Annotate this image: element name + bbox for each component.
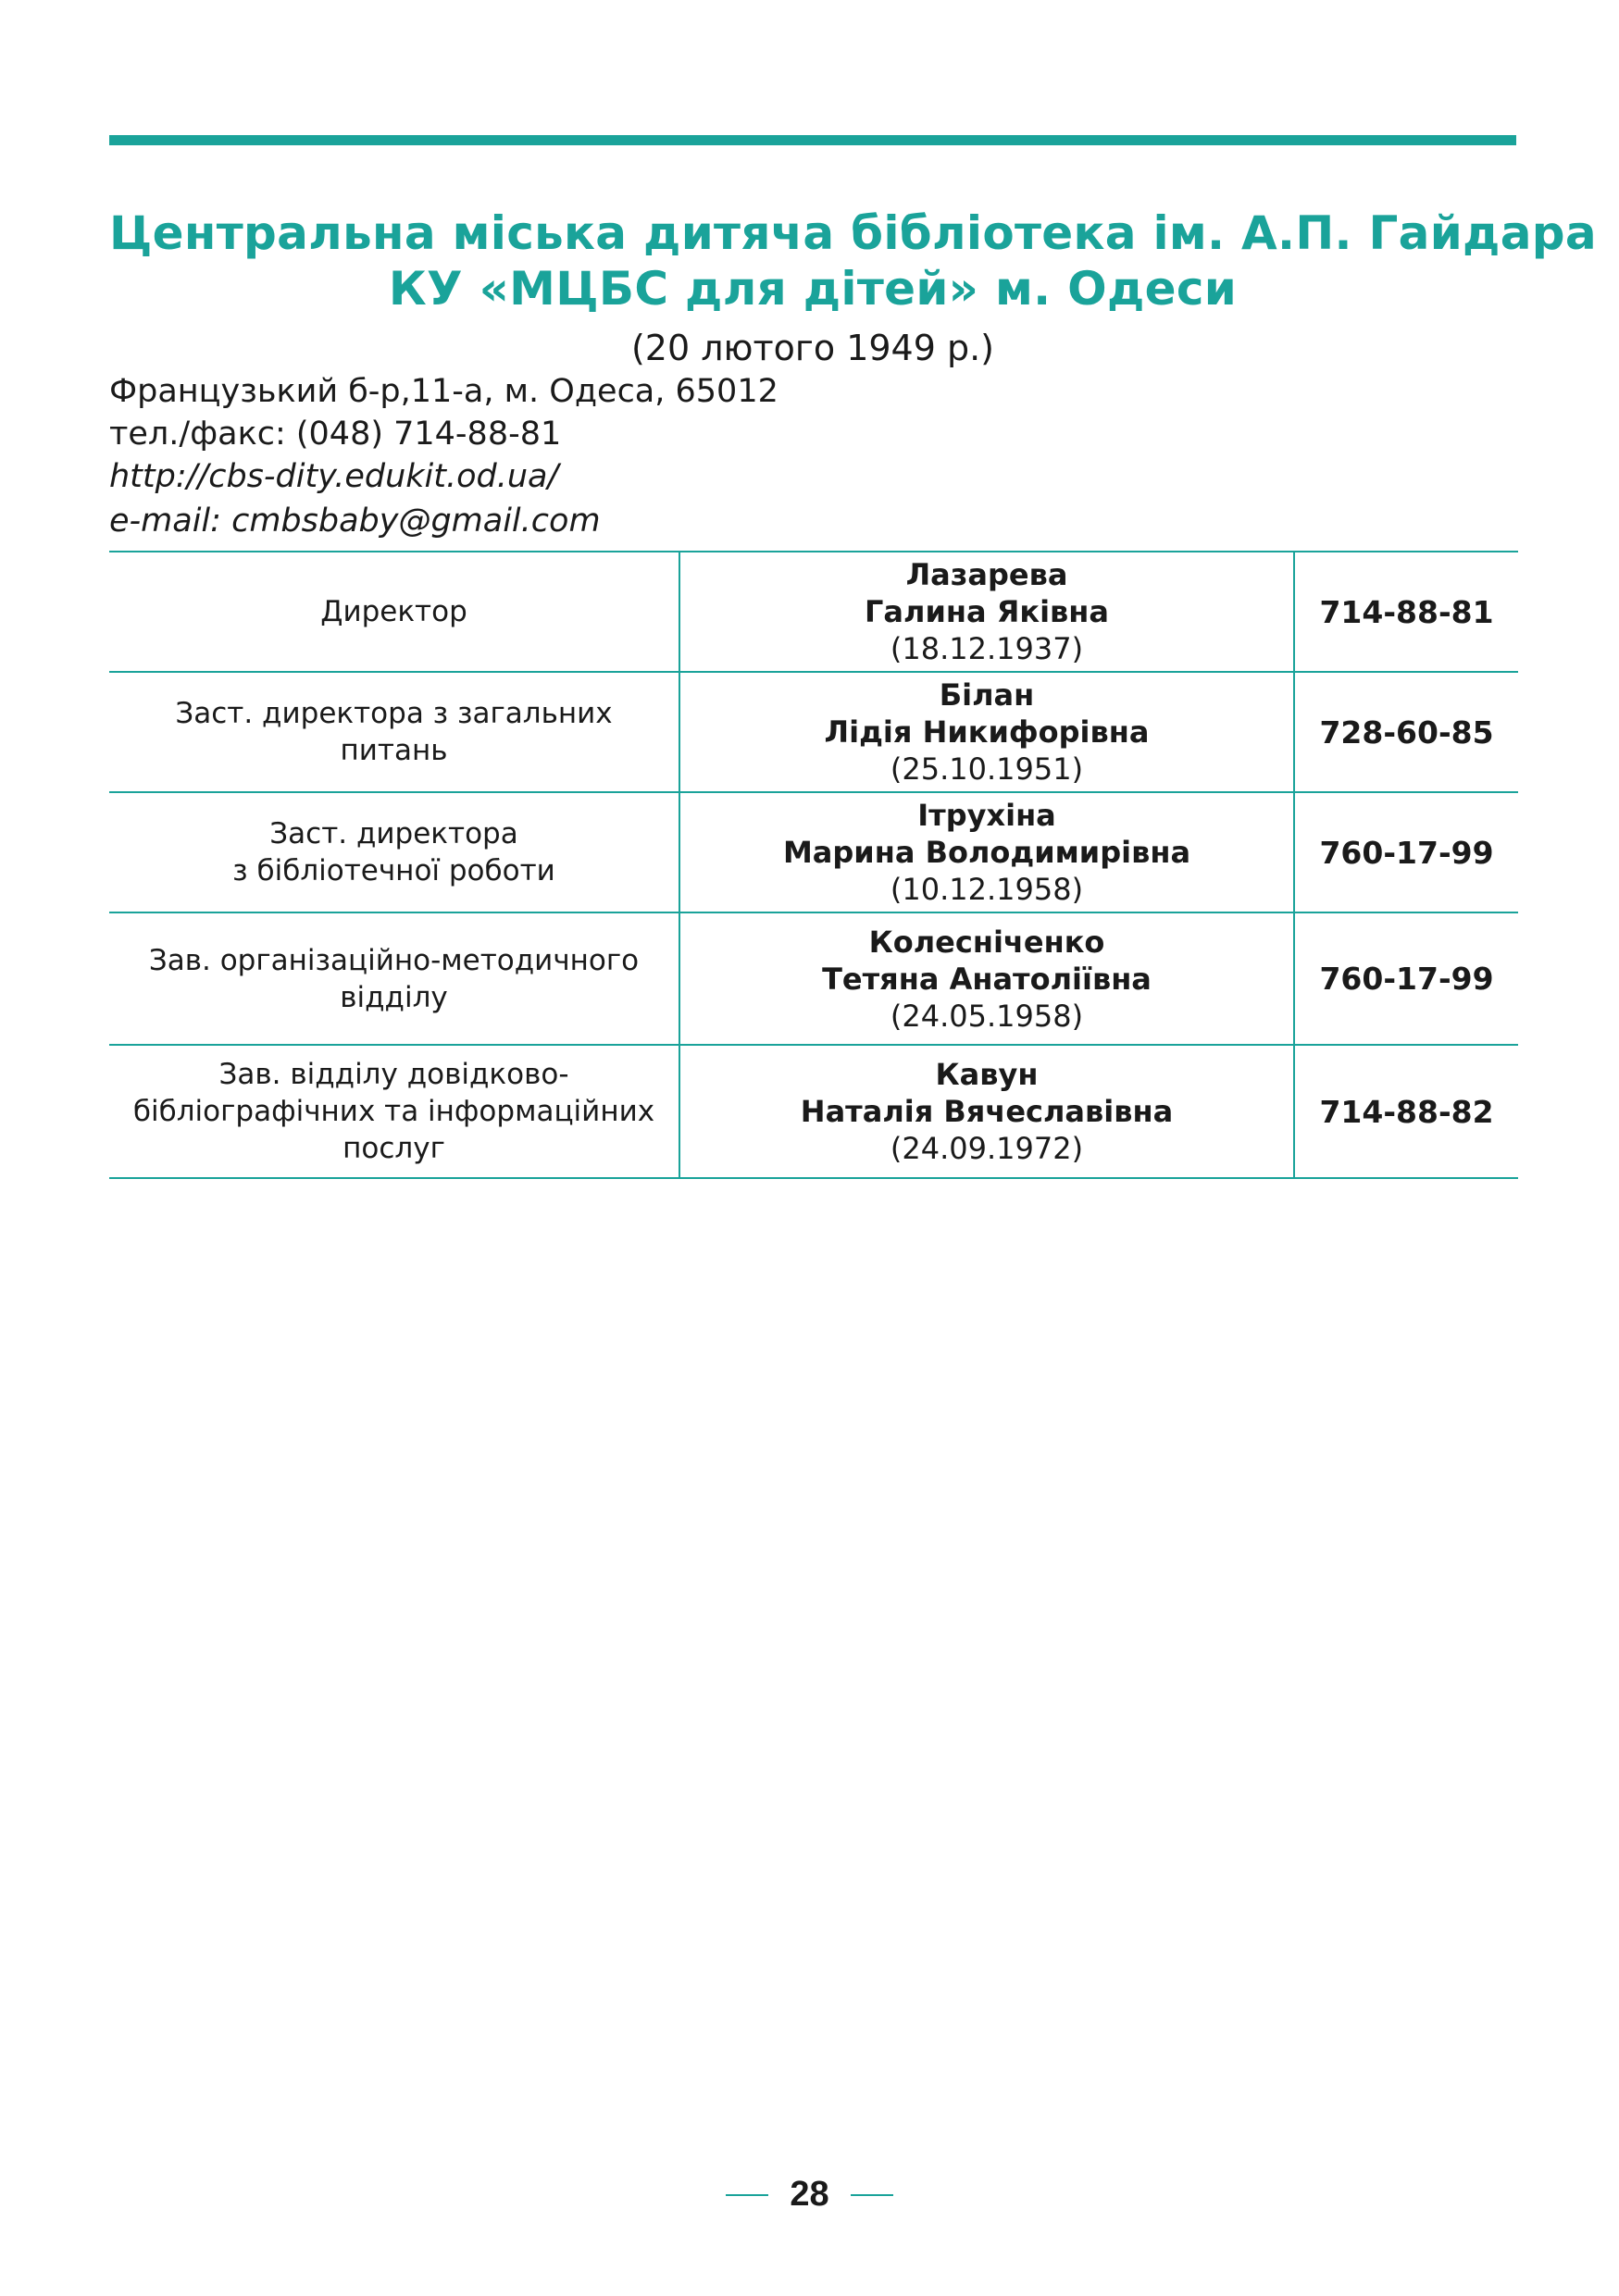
title-line-1: Центральна міська дитяча бібліотека ім. А.П. Гайдара (109, 206, 1597, 260)
address: Французький б-р,11-а, м. Одеса, 65012 (109, 373, 778, 410)
given-name: Наталія Вячеславівна (800, 1094, 1174, 1129)
position-text-line-2: бібліографічних та інформаційних (132, 1095, 655, 1128)
surname: Колесніченко (868, 924, 1105, 960)
phone-cell (1294, 1045, 1518, 1178)
position-cell (109, 552, 679, 672)
position-text: Заст. директора з загальних питань (175, 697, 613, 767)
surname: Білан (939, 677, 1035, 713)
birth-date: (18.12.1937) (890, 631, 1084, 666)
position-cell (109, 792, 679, 912)
position-text-line-1: Зав. організаційно-методичного (148, 943, 640, 977)
website-link[interactable]: http://cbs-dity.edukit.od.ua/ (109, 458, 559, 495)
phone-number: 728-60-85 (1319, 714, 1494, 751)
footer-rule-left (726, 2194, 768, 2196)
table-row (109, 672, 1518, 792)
birth-date: (24.09.1972) (890, 1131, 1084, 1166)
position-text-line-1: Заст. директора (269, 817, 518, 850)
page-number: 28 (790, 2175, 829, 2214)
person-cell (679, 1045, 1294, 1178)
email-link[interactable]: e-mail: cmbsbaby@gmail.com (109, 503, 601, 540)
person-cell (679, 792, 1294, 912)
page-title (109, 205, 1597, 316)
birth-date: (25.10.1951) (890, 751, 1084, 787)
phone-cell (1294, 792, 1518, 912)
position-cell (109, 672, 679, 792)
phone-cell (1294, 672, 1518, 792)
position-cell (109, 1045, 679, 1178)
phone-cell (1294, 912, 1518, 1045)
surname: Лазарева (905, 557, 1068, 592)
person-cell (679, 912, 1294, 1045)
position-text: Директор (320, 595, 467, 628)
table-row (109, 1045, 1518, 1178)
position-text-line-2: з бібліотечної роботи (232, 854, 555, 887)
table-row (109, 552, 1518, 672)
birth-date: (10.12.1958) (890, 872, 1084, 907)
contact-block (109, 370, 1127, 542)
phone-number: 714-88-81 (1319, 593, 1494, 630)
person-cell (679, 552, 1294, 672)
founded-date: (20 лютого 1949 р.) (630, 328, 995, 368)
position-text-line-3: послуг (342, 1132, 445, 1165)
table-row (109, 912, 1518, 1045)
phone-fax: тел./факс: (048) 714-88-81 (109, 416, 562, 453)
given-name: Тетяна Анатоліївна (822, 961, 1152, 997)
given-name: Марина Володимирівна (782, 835, 1191, 870)
given-name: Лідія Никифорівна (824, 714, 1150, 750)
phone-cell (1294, 552, 1518, 672)
phone-number: 760-17-99 (1319, 834, 1494, 871)
position-cell (109, 912, 679, 1045)
position-text-line-2: відділу (340, 980, 448, 1014)
page-footer (0, 2175, 1619, 2221)
phone-number: 760-17-99 (1319, 961, 1494, 997)
phone-number: 714-88-82 (1319, 1093, 1494, 1130)
birth-date: (24.05.1958) (890, 998, 1084, 1034)
surname: Кавун (935, 1057, 1039, 1092)
given-name: Галина Яківна (865, 594, 1109, 629)
position-text-line-1: Зав. відділу довідково- (218, 1058, 569, 1091)
staff-table (109, 551, 1518, 1179)
title-line-2: КУ «МЦБС для дітей» м. Одеси (388, 262, 1238, 316)
surname: Ітрухіна (917, 798, 1056, 833)
footer-rule-right (851, 2194, 893, 2196)
person-cell (679, 672, 1294, 792)
table-row (109, 792, 1518, 912)
top-accent-rule (109, 135, 1516, 145)
